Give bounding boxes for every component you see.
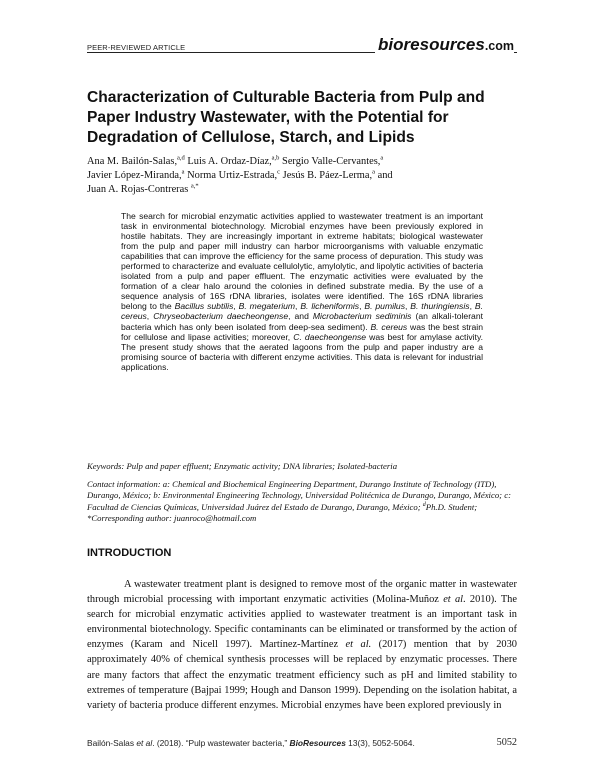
contact-text: Ph.D. Student; *Corresponding author: juanroco@hotmail.com [87, 501, 478, 524]
author-affiliation: a,b [271, 154, 280, 162]
brand-name: bioresources [378, 35, 485, 54]
author-name: Jesús B. Páez-Lerma, [280, 170, 373, 181]
body-text: . 2010). The search for microbial enzymatic activities applied to wastewater treatment is an important task in environmental biotechnology. Specific contaminants can be eliminated or transformed by the action of enzymes (Karam and Nicell 1997). Martínez-Martínez [87, 594, 517, 651]
author-name: Javier López-Miranda, [87, 170, 182, 181]
abstract [121, 211, 483, 372]
author-affiliation: a [372, 168, 375, 176]
keywords: Keywords: Pulp and paper effluent; Enzymatic activity; DNA libraries; Isolated-bacteria [87, 461, 398, 471]
article-type-label: PEER-REVIEWED ARTICLE [87, 43, 186, 52]
abstract-text: , [146, 311, 154, 322]
body-text: A wastewater treatment plant is designed to remove most of the organic matter in wastewater through microbial processing with important enzymatic activities (Molina-Muñoz [87, 579, 517, 606]
abstract-text: , [295, 301, 301, 312]
abstract-text: The search for microbial enzymatic activities applied to wastewater treatment is an important task in environmental biotechnology. Microbial enzymes have been previously explored in hostile habitats. They are increasingly important in extreme habitats; biological wastewater from the pulp and paper mill industry can harbor microorganisms with valuable enzymatic capabilities that can improve the efficiency for the same process of depuration. This study was performed to characterize and evaluate cellulolytic, amylolytic, and lipolytic activities of bacteria isolated from a pulp and paper effluent. The enzymatic activities were evaluated by the formation of a clear halo around the colonies in defined substrate media. By the use of a sequence analysis of 16S rDNA libraries, isolates were identified. The 16S rDNA libraries belong to the [121, 211, 483, 312]
abstract-text: , [359, 301, 365, 312]
abstract-text: , [469, 301, 475, 312]
species-name: B. cereus [370, 321, 408, 332]
brand-domain: .com [484, 39, 514, 53]
et-al: et al [443, 594, 464, 606]
footer-journal: BioResources [289, 738, 346, 748]
species-name: B. cereus [121, 301, 483, 322]
body-text: (2017) mention that by 2030 approximately 40% of chemical synthesis processes will be replaced by enzymatic processes. There are many factors that affect the enzymatic treatment efficiency such as pH and limited stability to extremes of temperature (Bajpai 1999; Hough and Danson 1999). Depending on the isolation habitat, a variety of bacteria produce different enzymes. Microbial enzymes have been explored previously in [87, 639, 517, 711]
author-affiliation: a,d [177, 154, 185, 162]
abstract-text: was the best strain for cellulose and lipase activities; moreover, [121, 321, 483, 342]
footer-citation [87, 738, 415, 748]
footer-title: . (2018). “Pulp wastewater bacteria,” [152, 738, 290, 748]
species-name: Bacillus subtilis [174, 301, 234, 312]
body-paragraph [87, 577, 517, 713]
contact-information [87, 479, 517, 525]
author-list [87, 155, 517, 197]
author-affiliation: a,* [190, 182, 199, 190]
page-footer [87, 738, 517, 748]
author-name: Ana M. Bailón-Salas, [87, 156, 178, 167]
author-affiliation: c [277, 168, 281, 176]
species-name: B. thuringiensis [410, 301, 470, 312]
abstract-text: , and [288, 311, 313, 322]
species-name: C. daecheongense [293, 331, 367, 342]
section-heading: INTRODUCTION [87, 547, 172, 559]
author-name: Juan A. Rojas-Contreras [87, 184, 191, 195]
species-name: Chryseobacterium daecheongense [153, 311, 289, 322]
journal-logo [375, 35, 514, 55]
abstract-text: (an alkali-tolerant bacteria which has only been isolated from deep-sea sediment). [121, 311, 483, 332]
species-name: B. licheniformis [300, 301, 360, 312]
author-name: Sergio Valle-Cervantes, [279, 156, 381, 167]
introduction-body [87, 577, 517, 713]
abstract-paragraph [121, 211, 483, 372]
contact-footnote-mark: d [422, 501, 426, 508]
author-affiliation: a [181, 168, 185, 176]
species-name: B. pumilus [364, 301, 406, 312]
author-name: Luis A. Ordaz-Díaz, [184, 156, 272, 167]
footer-volume: 13(3), 5052-5064. [345, 738, 415, 748]
paper-title: Characterization of Culturable Bacteria from Pulp and Paper Industry Wastewater, with the Potential for Degradation of Cellulose, Starch, and Lipids [87, 89, 485, 146]
abstract-text: was best for amylase activity. The present study shows that the aerated lagoons from the pulp and paper industry are a promising source of bacteria with different enzyme activities. This data is relevant for industrial applications. [121, 331, 483, 372]
author-name: Norma Urtiz-Estrada, [184, 170, 278, 181]
species-name: B. megaterium [238, 301, 296, 312]
author-affiliation: a [380, 154, 384, 162]
author-conjunction: and [374, 170, 393, 181]
species-name: Microbacterium sediminis [312, 311, 412, 322]
contact-text: Contact information: a: Chemical and Biochemical Engineering Department, Durango Institute of Technology (ITD), Durango, México; b: Environmental Engineering Technology, Universidad Politécnica de Durango, Durango, México; c: Facultad de Ciencias Químicas, Universidad Juárez del Estado de Durango, Durango, México; [87, 479, 511, 512]
abstract-text: , [233, 301, 239, 312]
page-number: 5052 [496, 737, 517, 748]
footer-et-al: et al [136, 738, 153, 748]
abstract-text: , [405, 301, 411, 312]
et-al: et al. [345, 639, 372, 651]
footer-authors: Bailón-Salas [87, 738, 137, 748]
